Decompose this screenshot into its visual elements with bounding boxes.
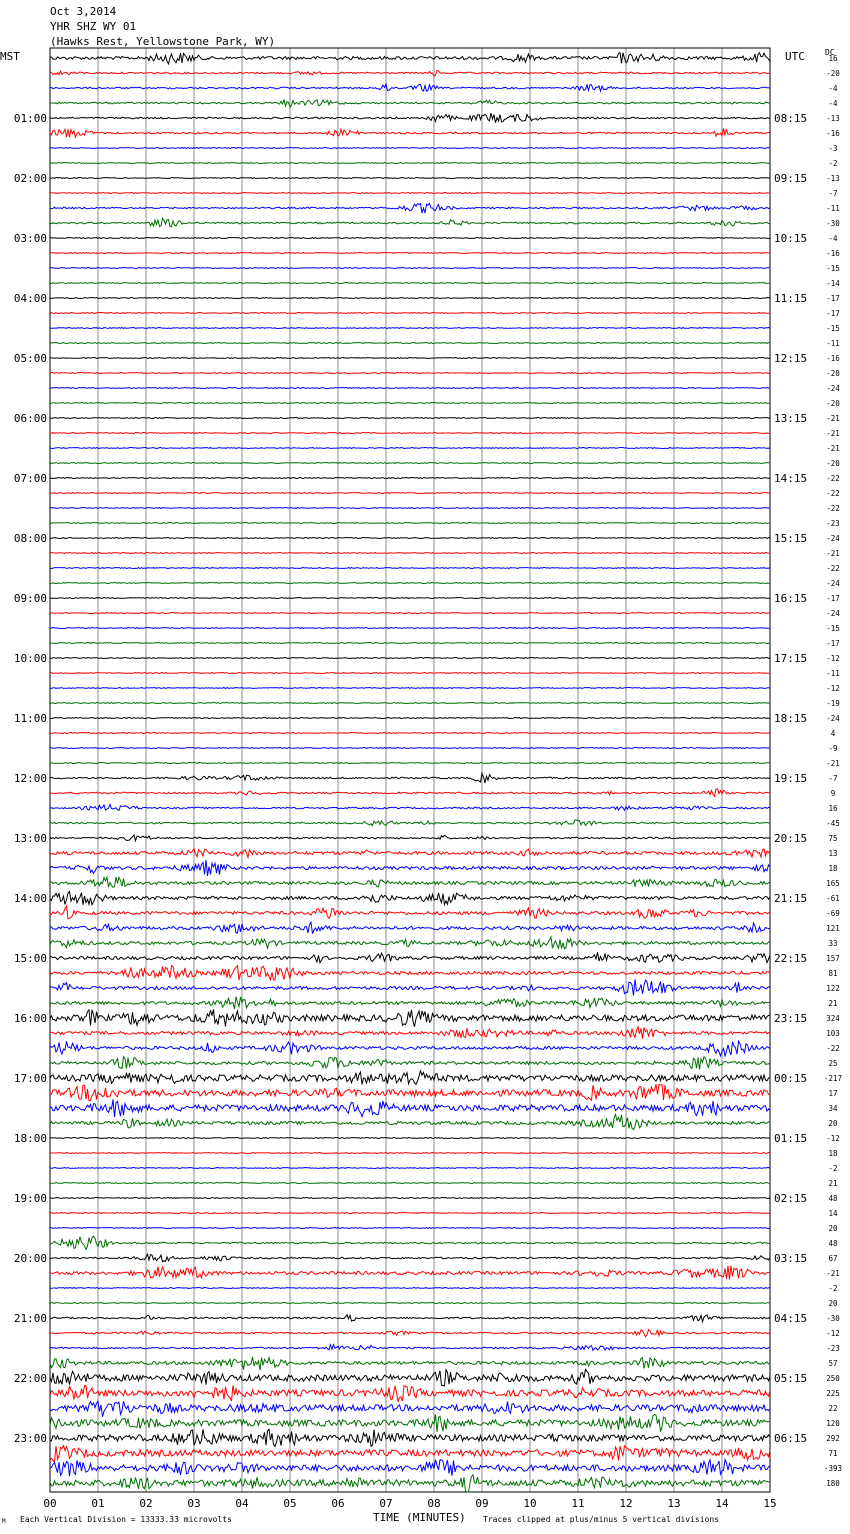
dc-offset-label: -69 — [826, 909, 840, 918]
dc-offset-label: 18 — [828, 1149, 838, 1158]
right-hour-label: 02:15 — [774, 1192, 808, 1205]
dc-offset-label: 20 — [828, 1224, 838, 1233]
right-hour-label: 08:15 — [774, 112, 808, 125]
dc-offset-label: -17 — [826, 294, 840, 303]
x-tick-label: 11 — [571, 1497, 585, 1510]
trace-line — [50, 478, 770, 479]
left-hour-label: 15:00 — [13, 952, 47, 965]
dc-offset-label: -22 — [826, 474, 840, 483]
trace-line — [50, 433, 770, 434]
x-tick-label: 07 — [379, 1497, 393, 1510]
trace-line — [50, 1236, 770, 1249]
right-hour-label: 06:15 — [774, 1432, 808, 1445]
dc-offset-label: -17 — [826, 594, 840, 603]
right-hour-label: 14:15 — [774, 472, 808, 485]
trace-line — [50, 877, 770, 887]
trace-line — [50, 1385, 770, 1402]
dc-offset-label: -22 — [826, 489, 840, 498]
trace-line — [50, 1138, 770, 1139]
trace-line — [50, 1288, 770, 1289]
dc-offset-label: 103 — [826, 1029, 840, 1038]
trace-line — [50, 1168, 770, 1169]
trace-line — [50, 1315, 770, 1322]
trace-line — [50, 703, 770, 704]
dc-offset-label: -20 — [826, 369, 840, 378]
dc-offset-label: 67 — [828, 1254, 838, 1263]
trace-line — [50, 1099, 770, 1117]
trace-line — [50, 1401, 770, 1417]
trace-line — [50, 508, 770, 509]
dc-offset-label: -4 — [828, 234, 838, 243]
dc-offset-label: -21 — [826, 414, 840, 423]
right-hour-label: 20:15 — [774, 832, 808, 845]
left-hour-label: 18:00 — [13, 1132, 47, 1145]
right-hour-label: 04:15 — [774, 1312, 808, 1325]
dc-offset-label: -4 — [828, 99, 838, 108]
trace-line — [50, 1071, 770, 1085]
trace-line — [50, 658, 770, 659]
trace-line — [50, 1330, 770, 1337]
left-hour-label: 06:00 — [13, 412, 47, 425]
right-hour-label: 17:15 — [774, 652, 808, 665]
left-hour-label: 01:00 — [13, 112, 47, 125]
dc-offset-label: -30 — [826, 219, 840, 228]
dc-offset-label: -24 — [826, 609, 840, 618]
trace-line — [50, 1198, 770, 1199]
left-timezone-label: MST — [0, 50, 20, 63]
header-location: (Hawks Rest, Yellowstone Park, WY) — [50, 35, 276, 48]
dc-offset-label: -12 — [826, 684, 840, 693]
left-hour-label: 10:00 — [13, 652, 47, 665]
trace-line — [50, 523, 770, 524]
trace-line — [50, 193, 770, 194]
dc-offset-label: -12 — [826, 1329, 840, 1338]
dc-offset-label: -61 — [826, 894, 840, 903]
trace-line — [50, 448, 770, 449]
trace-line — [50, 113, 770, 123]
dc-offset-label: -12 — [826, 654, 840, 663]
left-hour-label: 02:00 — [13, 172, 47, 185]
x-axis-title: TIME (MINUTES) — [373, 1511, 466, 1524]
dc-offset-label: -22 — [826, 504, 840, 513]
trace-line — [50, 253, 770, 254]
dc-offset-label: -14 — [826, 279, 840, 288]
trace-line — [50, 804, 770, 810]
dc-offset-label: -17 — [826, 309, 840, 318]
trace-line — [50, 1369, 770, 1386]
dc-offset-label: -12 — [826, 1134, 840, 1143]
trace-line — [50, 283, 770, 284]
header-station: YHR SHZ WY 01 — [50, 20, 137, 33]
trace-line — [50, 583, 770, 584]
trace-line — [50, 1460, 770, 1477]
dc-offset-label: 9 — [830, 789, 836, 798]
left-hour-label: 22:00 — [13, 1372, 47, 1385]
left-hour-label: 20:00 — [13, 1252, 47, 1265]
dc-offset-label: -23 — [826, 1344, 840, 1353]
x-tick-label: 13 — [667, 1497, 681, 1510]
dc-offset-label: -2 — [828, 1284, 838, 1293]
dc-offset-label: -16 — [826, 249, 840, 258]
trace-line — [50, 628, 770, 629]
dc-offset-label: -21 — [826, 549, 840, 558]
dc-offset-label: -13 — [826, 114, 840, 123]
dc-offset-label: 157 — [826, 954, 840, 963]
trace-line — [50, 1183, 770, 1184]
left-hour-label: 13:00 — [13, 832, 47, 845]
left-hour-label: 08:00 — [13, 532, 47, 545]
footer-clip-note: Traces clipped at plus/minus 5 vertical divisions — [483, 1515, 720, 1524]
dc-offset-label: 180 — [826, 1479, 840, 1488]
trace-line — [50, 238, 770, 239]
left-hour-label: 19:00 — [13, 1192, 47, 1205]
left-hour-label: 05:00 — [13, 352, 47, 365]
dc-offset-label: 25 — [828, 1059, 838, 1068]
dc-offset-label: 21 — [828, 1179, 838, 1188]
trace-line — [50, 1153, 770, 1154]
right-hour-label: 15:15 — [774, 532, 808, 545]
left-hour-label: 21:00 — [13, 1312, 47, 1325]
dc-offset-label: 18 — [828, 864, 838, 873]
x-tick-label: 03 — [187, 1497, 201, 1510]
trace-line — [50, 418, 770, 419]
trace-line — [50, 358, 770, 359]
right-hour-label: 05:15 — [774, 1372, 808, 1385]
trace-line — [50, 748, 770, 749]
right-hour-label: 16:15 — [774, 592, 808, 605]
trace-line — [50, 733, 770, 734]
trace-line — [50, 298, 770, 299]
dc-offset-label: 57 — [828, 1359, 838, 1368]
trace-line — [50, 1266, 770, 1280]
dc-offset-label: -21 — [826, 444, 840, 453]
right-hour-label: 13:15 — [774, 412, 808, 425]
trace-line — [50, 148, 770, 149]
right-hour-label: 10:15 — [774, 232, 808, 245]
trace-line — [50, 1009, 770, 1026]
trace-line — [50, 1446, 770, 1462]
footer-scale-note: Each Vertical Division = 13333.33 microvolts — [20, 1515, 232, 1524]
dc-offset-label: -13 — [826, 174, 840, 183]
x-tick-label: 14 — [715, 1497, 729, 1510]
left-hour-label: 14:00 — [13, 892, 47, 905]
left-hour-label: 16:00 — [13, 1012, 47, 1025]
dc-offset-label: -16 — [826, 354, 840, 363]
trace-line — [50, 388, 770, 389]
trace-line — [50, 979, 770, 995]
dc-offset-label: -2 — [828, 159, 838, 168]
x-tick-label: 01 — [91, 1497, 105, 1510]
dc-offset-label: -17 — [826, 639, 840, 648]
dc-offset-label: 20 — [828, 1299, 838, 1308]
dc-offset-label: -22 — [826, 1044, 840, 1053]
dc-offset-label: 20 — [828, 1119, 838, 1128]
right-hour-label: 11:15 — [774, 292, 808, 305]
dc-offset-label: -21 — [826, 1269, 840, 1278]
dc-offset-label: 165 — [826, 879, 840, 888]
trace-line — [50, 952, 770, 962]
dc-label: DC — [825, 48, 835, 57]
trace-line — [50, 538, 770, 539]
dc-offset-label: -22 — [826, 564, 840, 573]
dc-offset-label: -16 — [826, 129, 840, 138]
trace-line — [50, 1057, 770, 1070]
dc-offset-label: 33 — [828, 939, 838, 948]
right-hour-label: 19:15 — [774, 772, 808, 785]
trace-line — [50, 100, 770, 107]
dc-offset-label: 324 — [826, 1014, 840, 1023]
right-hour-label: 22:15 — [774, 952, 808, 965]
x-tick-label: 15 — [763, 1497, 777, 1510]
plot-frame — [50, 48, 770, 1492]
x-tick-label: 09 — [475, 1497, 489, 1510]
trace-line — [50, 1041, 770, 1056]
trace-line — [50, 997, 770, 1009]
left-hour-label: 09:00 — [13, 592, 47, 605]
dc-offset-label: 34 — [828, 1104, 838, 1113]
trace-line — [50, 1027, 770, 1039]
right-hour-label: 01:15 — [774, 1132, 808, 1145]
trace-line — [50, 1084, 770, 1100]
dc-offset-label: -19 — [826, 699, 840, 708]
dc-offset-label: 250 — [826, 1374, 840, 1383]
trace-line — [50, 373, 770, 374]
dc-offset-label: -21 — [826, 429, 840, 438]
trace-line — [50, 463, 770, 464]
x-tick-label: 10 — [523, 1497, 537, 1510]
right-hour-label: 12:15 — [774, 352, 808, 365]
trace-line — [50, 553, 770, 554]
trace-line — [50, 598, 770, 599]
trace-line — [50, 643, 770, 644]
dc-offset-label: -15 — [826, 264, 840, 273]
trace-line — [50, 966, 770, 981]
right-hour-label: 23:15 — [774, 1012, 808, 1025]
dc-offset-label: 21 — [828, 999, 838, 1008]
dc-offset-label: -15 — [826, 624, 840, 633]
dc-offset-label: -20 — [826, 69, 840, 78]
header-date: Oct 3,2014 — [50, 5, 117, 18]
dc-offset-label: -11 — [826, 339, 840, 348]
trace-line — [50, 849, 770, 858]
trace-line — [50, 1114, 770, 1129]
dc-offset-label: 225 — [826, 1389, 840, 1398]
left-hour-label: 17:00 — [13, 1072, 47, 1085]
x-tick-label: 05 — [283, 1497, 297, 1510]
trace-line — [50, 673, 770, 674]
dc-offset-label: -7 — [828, 189, 838, 198]
trace-line — [50, 688, 770, 689]
left-hour-label: 23:00 — [13, 1432, 47, 1445]
right-hour-label: 21:15 — [774, 892, 808, 905]
trace-line — [50, 178, 770, 179]
trace-line — [50, 1357, 770, 1370]
dc-offset-label: 81 — [828, 969, 838, 978]
dc-offset-label: -24 — [826, 579, 840, 588]
dc-offset-label: 75 — [828, 834, 838, 843]
dc-offset-label: 17 — [828, 1089, 838, 1098]
trace-line — [50, 53, 770, 64]
trace-line — [50, 1429, 770, 1446]
dc-offset-label: -4 — [828, 84, 838, 93]
dc-offset-label: -45 — [826, 819, 840, 828]
trace-line — [50, 789, 770, 796]
dc-offset-label: 71 — [828, 1449, 838, 1458]
dc-offset-label: 120 — [826, 1419, 840, 1428]
dc-offset-label: 14 — [828, 1209, 838, 1218]
right-hour-label: 03:15 — [774, 1252, 808, 1265]
dc-offset-label: -24 — [826, 384, 840, 393]
left-hour-label: 12:00 — [13, 772, 47, 785]
trace-line — [50, 1345, 770, 1351]
trace-line — [50, 218, 770, 226]
trace-line — [50, 71, 770, 77]
dc-offset-label: 13 — [828, 849, 838, 858]
trace-line — [50, 493, 770, 494]
dc-offset-label: -11 — [826, 669, 840, 678]
x-tick-label: 04 — [235, 1497, 249, 1510]
corner-mark: M — [2, 1518, 6, 1525]
trace-line — [50, 1213, 770, 1214]
dc-offset-label: -20 — [826, 459, 840, 468]
trace-line — [50, 1415, 770, 1432]
dc-offset-label: -7 — [828, 774, 838, 783]
trace-line — [50, 1475, 770, 1492]
dc-offset-label: -9 — [828, 744, 838, 753]
trace-line — [50, 403, 770, 404]
trace-line — [50, 613, 770, 614]
trace-line — [50, 922, 770, 934]
trace-line — [50, 1228, 770, 1229]
dc-offset-label: -30 — [826, 1314, 840, 1323]
dc-offset-label: -15 — [826, 324, 840, 333]
right-hour-label: 18:15 — [774, 712, 808, 725]
x-tick-label: 00 — [43, 1497, 57, 1510]
trace-line — [50, 84, 770, 91]
trace-line — [50, 1303, 770, 1304]
trace-line — [50, 163, 770, 164]
trace-line — [50, 860, 770, 876]
trace-line — [50, 343, 770, 344]
dc-offset-label: 122 — [826, 984, 840, 993]
dc-offset-label: -23 — [826, 519, 840, 528]
dc-offset-label: -3 — [828, 144, 838, 153]
x-tick-label: 06 — [331, 1497, 345, 1510]
dc-offset-label: -217 — [823, 1074, 843, 1083]
dc-offset-label: 16 — [828, 804, 838, 813]
trace-line — [50, 128, 770, 137]
dc-offset-label: -11 — [826, 204, 840, 213]
dc-offset-label: 48 — [828, 1194, 838, 1203]
right-hour-label: 09:15 — [774, 172, 808, 185]
left-hour-label: 07:00 — [13, 472, 47, 485]
right-timezone-label: UTC — [785, 50, 805, 63]
trace-line — [50, 835, 770, 841]
trace-line — [50, 718, 770, 719]
dc-offset-label: 292 — [826, 1434, 840, 1443]
x-tick-label: 02 — [139, 1497, 153, 1510]
right-hour-label: 00:15 — [774, 1072, 808, 1085]
trace-line — [50, 773, 770, 783]
dc-offset-label: 48 — [828, 1239, 838, 1248]
dc-offset-label: -393 — [823, 1464, 843, 1473]
left-hour-label: 03:00 — [13, 232, 47, 245]
left-hour-label: 04:00 — [13, 292, 47, 305]
trace-line — [50, 313, 770, 314]
dc-offset-label: -21 — [826, 759, 840, 768]
trace-line — [50, 906, 770, 919]
trace-line — [50, 268, 770, 269]
left-hour-label: 11:00 — [13, 712, 47, 725]
trace-line — [50, 568, 770, 569]
dc-offset-label: 22 — [828, 1404, 838, 1413]
trace-line — [50, 763, 770, 764]
x-tick-label: 12 — [619, 1497, 633, 1510]
trace-line — [50, 1254, 770, 1262]
dc-offset-label: -24 — [826, 714, 840, 723]
trace-line — [50, 892, 770, 905]
trace-line — [50, 328, 770, 329]
dc-offset-label: -20 — [826, 399, 840, 408]
trace-line — [50, 937, 770, 949]
trace-line — [50, 820, 770, 826]
dc-offset-label: -2 — [828, 1164, 838, 1173]
x-tick-label: 08 — [427, 1497, 441, 1510]
dc-offset-label: -24 — [826, 534, 840, 543]
dc-offset-label: 4 — [830, 729, 836, 738]
dc-offset-label: 16 — [828, 54, 838, 63]
trace-line — [50, 204, 770, 214]
dc-offset-label: 121 — [826, 924, 840, 933]
